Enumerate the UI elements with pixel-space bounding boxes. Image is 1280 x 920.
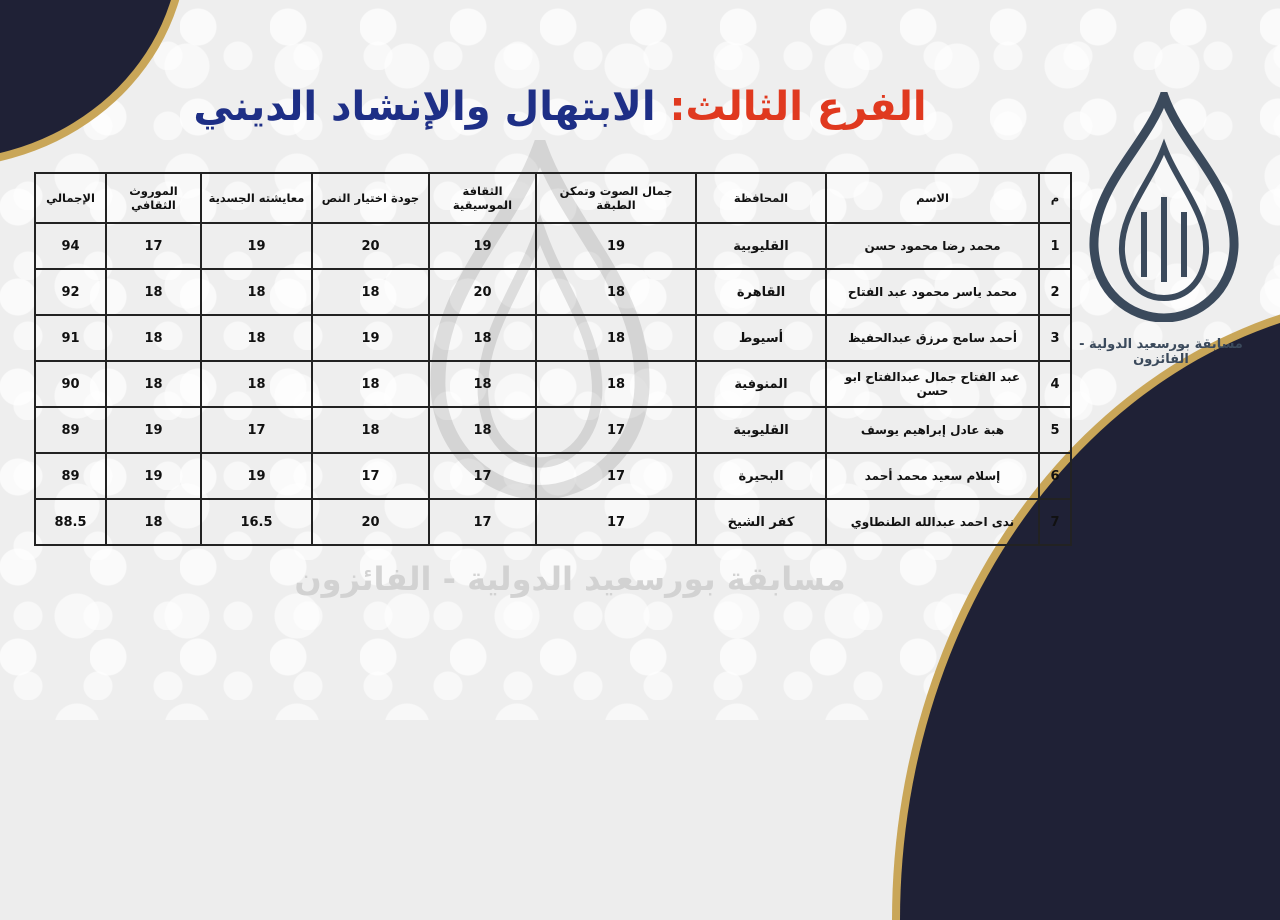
cell-name: إسلام سعيد محمد أحمد (826, 453, 1039, 499)
cell-body-expression: 17 (201, 407, 312, 453)
cell-voice: 19 (536, 223, 696, 269)
table-row (35, 361, 1071, 407)
cell-music-culture: 18 (429, 361, 536, 407)
cell-heritage: 17 (106, 223, 201, 269)
cell-name: أحمد سامح مرزق عبدالحفيظ (826, 315, 1039, 361)
cell-body-expression: 19 (201, 223, 312, 269)
brand-logo-icon (1084, 92, 1244, 322)
cell-total: 92 (35, 269, 106, 315)
watermark-text: مسابقة بورسعيد الدولية - الفائزون (294, 560, 846, 598)
cell-heritage: 19 (106, 453, 201, 499)
cell-heritage: 18 (106, 269, 201, 315)
cell-name: هبة عادل إبراهيم يوسف (826, 407, 1039, 453)
cell-number: 4 (1039, 361, 1071, 407)
table-row (35, 453, 1071, 499)
header-voice: جمال الصوت وتمكن الطبقة (536, 173, 696, 223)
cell-heritage: 18 (106, 361, 201, 407)
cell-number: 2 (1039, 269, 1071, 315)
cell-number: 1 (1039, 223, 1071, 269)
cell-text-choice: 18 (312, 269, 429, 315)
cell-governorate: القاهرة (696, 269, 826, 315)
cell-total: 88.5 (35, 499, 106, 545)
table-row (35, 499, 1071, 545)
table-header-row (35, 173, 1071, 223)
title-part-blue: الابتهال والإنشاد الديني (193, 84, 656, 130)
header-music-culture: الثقافة الموسيقية (429, 173, 536, 223)
cell-governorate: القليوبية (696, 407, 826, 453)
cell-name: محمد ياسر محمود عبد الفتاح (826, 269, 1039, 315)
cell-text-choice: 20 (312, 499, 429, 545)
header-governorate: المحافظة (696, 173, 826, 223)
cell-music-culture: 17 (429, 499, 536, 545)
cell-voice: 17 (536, 453, 696, 499)
cell-body-expression: 18 (201, 361, 312, 407)
title-part-red: الفرع الثالث: (669, 84, 927, 130)
cell-voice: 18 (536, 269, 696, 315)
cell-text-choice: 20 (312, 223, 429, 269)
cell-total: 91 (35, 315, 106, 361)
cell-voice: 17 (536, 407, 696, 453)
cell-governorate: أسيوط (696, 315, 826, 361)
cell-music-culture: 20 (429, 269, 536, 315)
cell-body-expression: 16.5 (201, 499, 312, 545)
cell-music-culture: 18 (429, 315, 536, 361)
cell-music-culture: 17 (429, 453, 536, 499)
header-number: م (1039, 173, 1071, 223)
cell-name: عبد الفتاح جمال عبدالفتاح ابو حسن (826, 361, 1039, 407)
cell-total: 94 (35, 223, 106, 269)
cell-number: 6 (1039, 453, 1071, 499)
cell-body-expression: 18 (201, 315, 312, 361)
cell-body-expression: 19 (201, 453, 312, 499)
cell-text-choice: 18 (312, 361, 429, 407)
cell-body-expression: 18 (201, 269, 312, 315)
cell-voice: 18 (536, 361, 696, 407)
cell-text-choice: 17 (312, 453, 429, 499)
brand-caption: مسابقة بورسعيد الدولية - الفائزون (1079, 337, 1243, 367)
cell-governorate: البحيرة (696, 453, 826, 499)
cell-music-culture: 19 (429, 223, 536, 269)
table-row (35, 315, 1071, 361)
cell-governorate: كفر الشيخ (696, 499, 826, 545)
page-title (0, 84, 1120, 130)
cell-voice: 17 (536, 499, 696, 545)
header-total: الإجمالي (35, 173, 106, 223)
header-heritage: الموروث الثقافي (106, 173, 201, 223)
cell-text-choice: 19 (312, 315, 429, 361)
cell-voice: 18 (536, 315, 696, 361)
cell-governorate: القليوبية (696, 223, 826, 269)
cell-governorate: المنوفية (696, 361, 826, 407)
cell-heritage: 18 (106, 315, 201, 361)
cell-total: 90 (35, 361, 106, 407)
header-body-expression: معايشته الجسدية (201, 173, 312, 223)
table-row (35, 407, 1071, 453)
table-row (35, 269, 1071, 315)
header-name: الاسم (826, 173, 1039, 223)
header-text-choice: جودة اختيار النص (312, 173, 429, 223)
cell-total: 89 (35, 407, 106, 453)
cell-name: محمد رضا محمود حسن (826, 223, 1039, 269)
cell-total: 89 (35, 453, 106, 499)
cell-number: 5 (1039, 407, 1071, 453)
cell-name: ندى احمد عبدالله الطنطاوي (826, 499, 1039, 545)
cell-heritage: 18 (106, 499, 201, 545)
table-row (35, 223, 1071, 269)
cell-text-choice: 18 (312, 407, 429, 453)
cell-heritage: 19 (106, 407, 201, 453)
cell-number: 7 (1039, 499, 1071, 545)
results-table (34, 172, 1072, 546)
cell-number: 3 (1039, 315, 1071, 361)
cell-music-culture: 18 (429, 407, 536, 453)
